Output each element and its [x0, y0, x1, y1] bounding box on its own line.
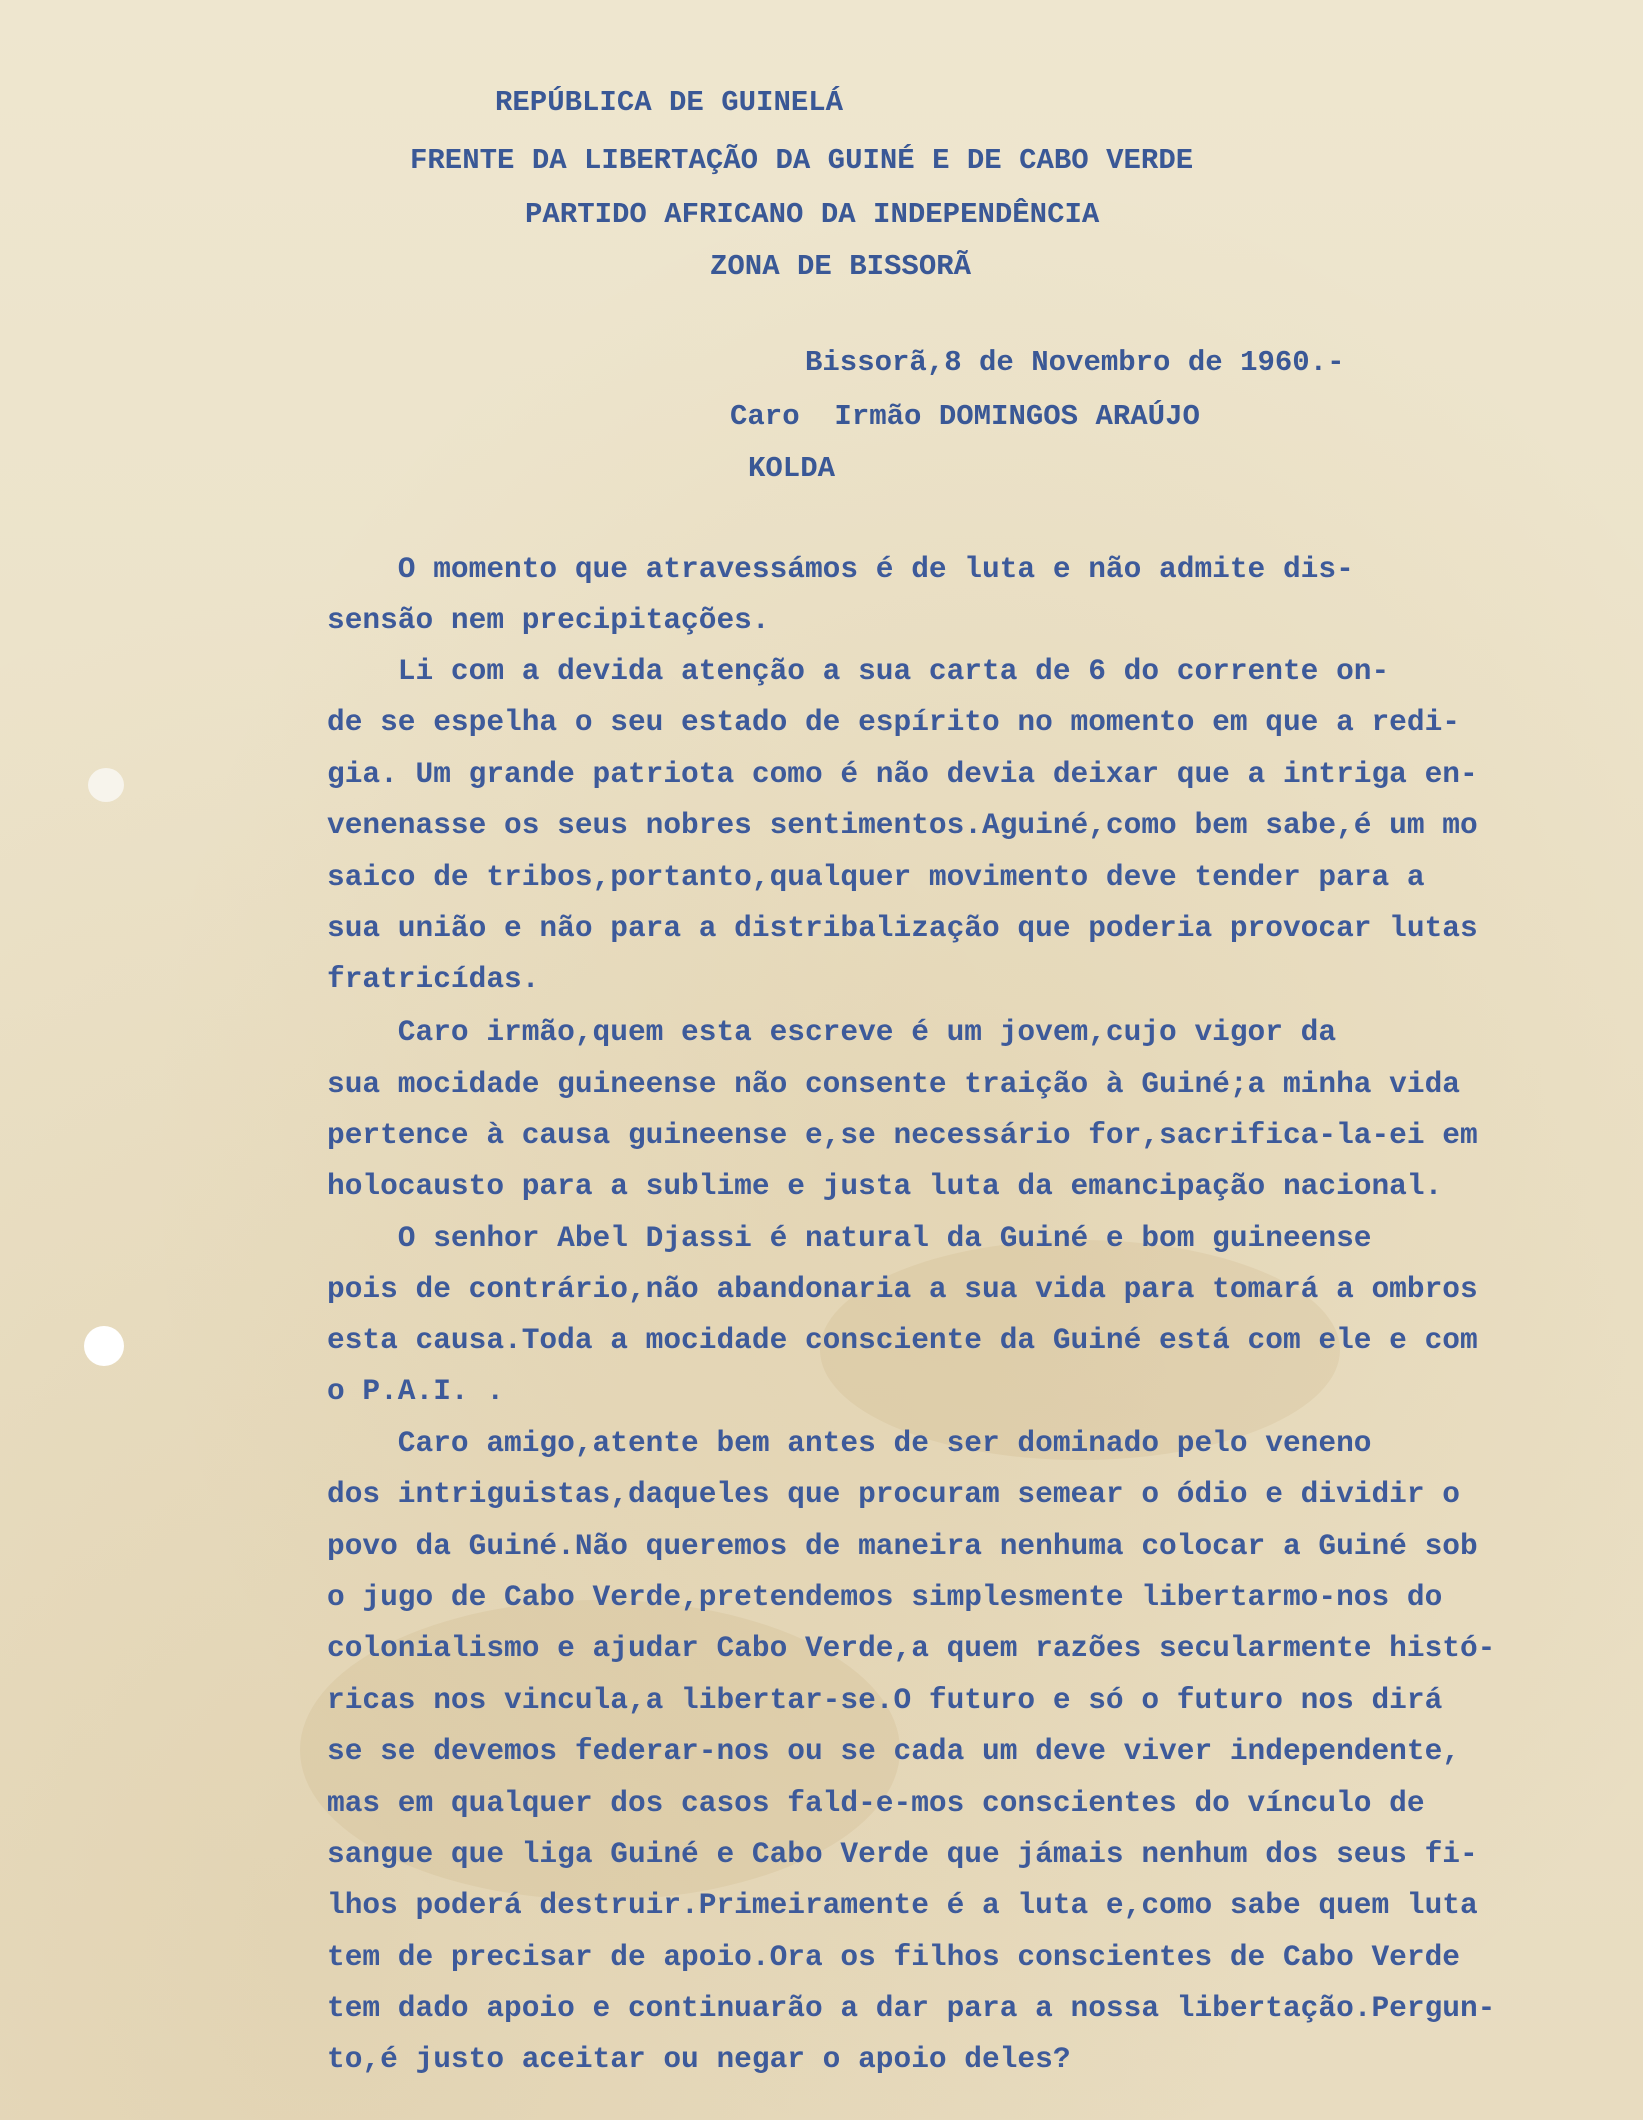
- body-line: tem dado apoio e continuarão a dar para a nossa libertação.Pergun-: [327, 1991, 1496, 2025]
- letterhead-line-party: PARTIDO AFRICANO DA INDEPENDÊNCIA: [525, 198, 1100, 231]
- body-line: se se devemos federar-nos ou se cada um deve viver independente,: [327, 1734, 1460, 1768]
- body-line: O momento que atravessámos é de luta e não admite dis-: [327, 552, 1354, 586]
- body-line: esta causa.Toda a mocidade consciente da Guiné está com ele e com: [327, 1323, 1478, 1357]
- body-line: sua mocidade guineense não consente traição à Guiné;a minha vida: [327, 1067, 1460, 1101]
- body-line: pois de contrário,não abandonaria a sua vida para tomará a ombros: [327, 1272, 1478, 1306]
- body-line: gia. Um grande patriota como é não devia deixar que a intriga en-: [327, 757, 1478, 791]
- body-line: tem de precisar de apoio.Ora os filhos conscientes de Cabo Verde: [327, 1940, 1460, 1974]
- letterhead-line-front: FRENTE DA LIBERTAÇÃO DA GUINÉ E DE CABO VERDE: [410, 144, 1194, 177]
- body-line: O senhor Abel Djassi é natural da Guiné e bom guineense: [327, 1221, 1372, 1255]
- body-line: saico de tribos,portanto,qualquer movimento deve tender para a: [327, 860, 1425, 894]
- body-line: to,é justo aceitar ou negar o apoio deles?: [327, 2042, 1071, 2076]
- addressee-salutation: Caro Irmão DOMINGOS ARAÚJO: [730, 400, 1200, 433]
- body-line: sensão nem precipitações.: [327, 603, 770, 637]
- punch-hole-bottom: [84, 1326, 124, 1366]
- body-line: venenasse os seus nobres sentimentos.Aguiné,como bem sabe,é um mo: [327, 808, 1478, 842]
- body-line: Caro amigo,atente bem antes de ser dominado pelo veneno: [327, 1426, 1372, 1460]
- letterhead-line-republic: REPÚBLICA DE GUINELÁ: [495, 86, 844, 119]
- body-line: dos intriguistas,daqueles que procuram semear o ódio e dividir o: [327, 1477, 1460, 1511]
- body-line: Caro irmão,quem esta escreve é um jovem,cujo vigor da: [327, 1015, 1337, 1049]
- body-line: o jugo de Cabo Verde,pretendemos simplesmente libertarmo-nos do: [327, 1580, 1443, 1614]
- body-line: holocausto para a sublime e justa luta da emancipação nacional.: [327, 1169, 1443, 1203]
- addressee-place: KOLDA: [748, 452, 836, 485]
- body-line: Li com a devida atenção a sua carta de 6 do corrente on-: [327, 654, 1390, 688]
- body-line: lhos poderá destruir.Primeiramente é a luta e,como sabe quem luta: [327, 1888, 1478, 1922]
- body-line: de se espelha o seu estado de espírito no momento em que a redi-: [327, 705, 1460, 739]
- body-line: pertence à causa guineense e,se necessário for,sacrifica-la-ei em: [327, 1118, 1478, 1152]
- dateline: Bissorã,8 de Novembro de 1960.-: [805, 346, 1345, 379]
- body-line: sua união e não para a distribalização que poderia provocar lutas: [327, 911, 1478, 945]
- punch-hole-top: [88, 768, 124, 802]
- body-line: povo da Guiné.Não queremos de maneira nenhuma colocar a Guiné sob: [327, 1529, 1478, 1563]
- letterhead-line-zone: ZONA DE BISSORÃ: [710, 250, 972, 283]
- body-line: sangue que liga Guiné e Cabo Verde que jámais nenhum dos seus fi-: [327, 1837, 1478, 1871]
- body-line: mas em qualquer dos casos fald-e-mos conscientes do vínculo de: [327, 1786, 1425, 1820]
- body-line: fratricídas.: [327, 962, 540, 996]
- body-line: o P.A.I. .: [327, 1374, 505, 1408]
- body-line: ricas nos vincula,a libertar-se.O futuro e só o futuro nos dirá: [327, 1683, 1443, 1717]
- body-line: colonialismo e ajudar Cabo Verde,a quem razões secularmente histó-: [327, 1631, 1496, 1665]
